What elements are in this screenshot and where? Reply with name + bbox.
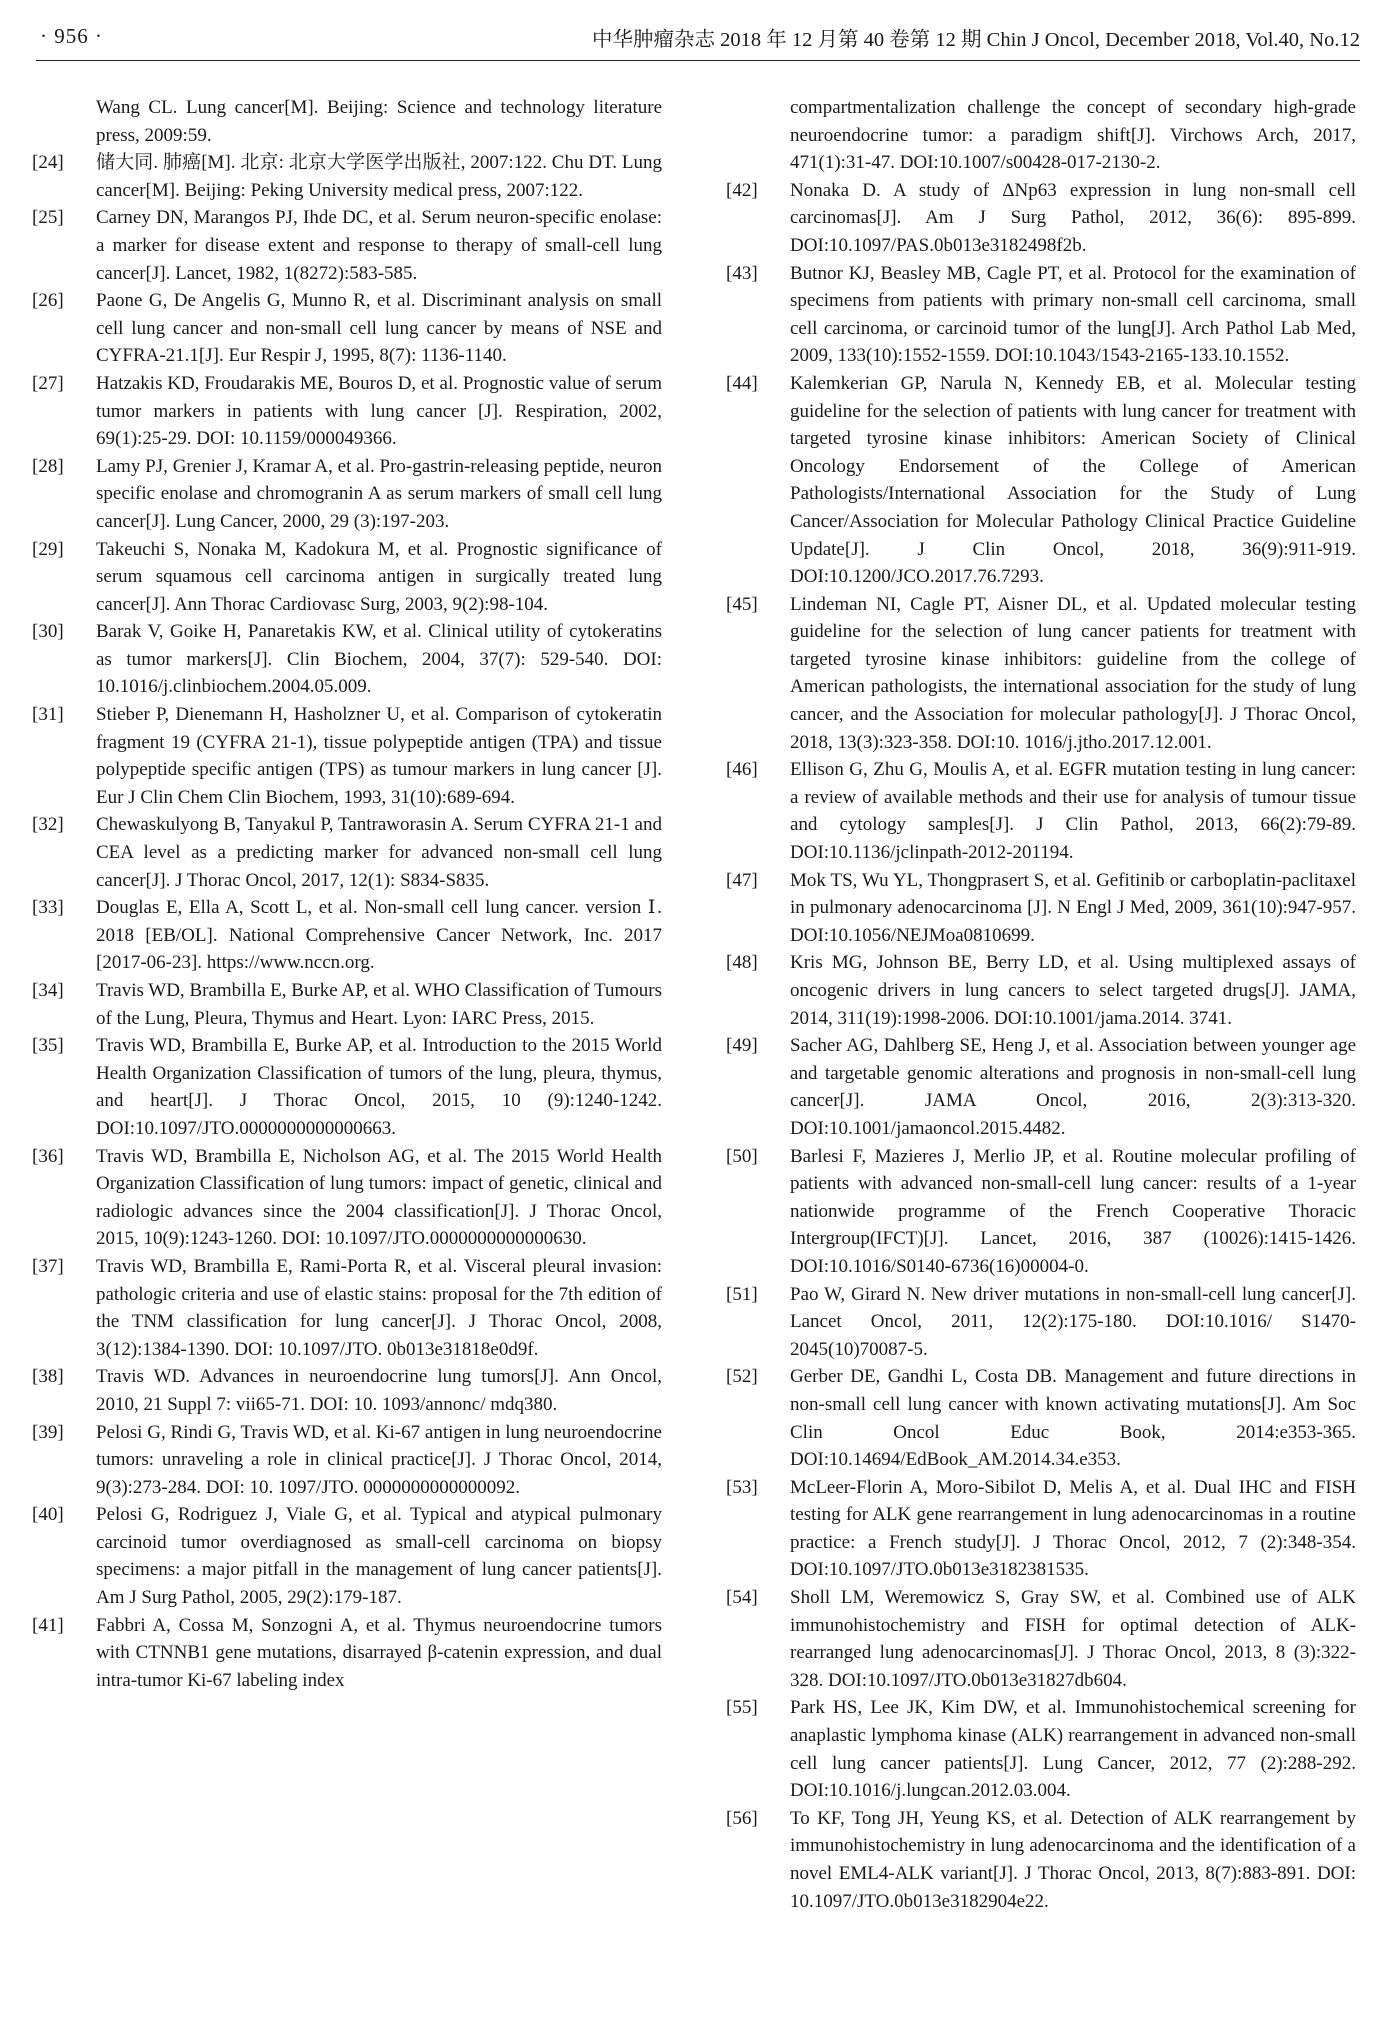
reference-number: [25] <box>32 207 64 229</box>
reference-entry <box>726 867 1356 950</box>
reference-entry <box>32 894 662 977</box>
reference-number: [40] <box>32 1504 64 1526</box>
reference-entry <box>726 1032 1356 1142</box>
reference-text: Travis WD, Brambilla E, Burke AP, et al. WHO Classification of Tumours of the Lung, Pleura, Thymus and Heart. Lyon: IARC Press, 2015. <box>96 980 662 1029</box>
reference-entry <box>32 1143 662 1253</box>
reference-number: [29] <box>32 538 64 560</box>
reference-entry <box>32 1501 662 1611</box>
reference-continuation <box>790 94 1356 177</box>
reference-number: [51] <box>726 1283 758 1305</box>
reference-text: Carney DN, Marangos PJ, Ihde DC, et al. Serum neuron-specific enolase: a marker for disease extent and response to therapy of small-cell lung cancer[J]. Lancet, 1982, 1(8272):583-585. <box>96 207 662 284</box>
reference-column-left <box>32 94 662 1694</box>
reference-number: [50] <box>726 1145 758 1167</box>
reference-text: Ellison G, Zhu G, Moulis A, et al. EGFR mutation testing in lung cancer: a review of available methods and their use for analysis of tumour tissue and cytology samples[J]. J Clin Pathol, 2013, 66(2):79-89. DOI:10.1136/jclinpath-2012-201194. <box>790 759 1356 864</box>
reference-entry <box>32 370 662 453</box>
reference-text: Travis WD, Brambilla E, Rami-Porta R, et al. Visceral pleural invasion: pathologic criteria and use of elastic stains: proposal for the 7th edition of the TNM classification for lung cancer[J]. J Thorac Oncol, 2008, 3(12):1384-1390. DOI: 10.1097/JTO. 0b013e31818e0d9f. <box>96 1255 662 1360</box>
reference-entry <box>32 701 662 811</box>
reference-number: [34] <box>32 980 64 1001</box>
reference-entry <box>726 1474 1356 1584</box>
journal-running-title: 中华肿瘤杂志 2018 年 12 月第 40 卷第 12 期 Chin J Oncol, December 2018, Vol.40, No.12 <box>592 29 1360 51</box>
reference-text: compartmentalization challenge the concept of secondary high-grade neuroendocrine tumor: a paradigm shift[J]. Virchows Arch, 2017, 471(1):31-47. DOI:10.1007/s00428-017-2130-2. <box>790 97 1356 174</box>
reference-text: Takeuchi S, Nonaka M, Kadokura M, et al. Prognostic significance of serum squamous cell carcinoma antigen in surgically treated lung cancer[J]. Ann Thorac Cardiovasc Surg, 2003, 9(2):98-104. <box>96 538 662 615</box>
reference-text: Wang CL. Lung cancer[M]. Beijing: Science and technology literature press, 2009:59. <box>96 97 662 146</box>
reference-entry <box>32 618 662 701</box>
reference-entry <box>32 1419 662 1502</box>
reference-text: Kris MG, Johnson BE, Berry LD, et al. Using multiplexed assays of oncogenic drivers in lung cancers to select targeted drugs[J]. JAMA, 2014, 311(19):1998-2006. DOI:10.1001/jama.2014. 3741. <box>790 952 1356 1029</box>
reference-entry <box>32 204 662 287</box>
reference-number: [28] <box>32 455 64 477</box>
reference-text: To KF, Tong JH, Yeung KS, et al. Detection of ALK rearrangement by immunohistochemistry in lung adenocarcinoma and the identification of a novel EML4-ALK variant[J]. J Thorac Oncol, 2013, 8(7):883-891. DOI: 10.1097/JTO.0b013e3182904e22. <box>790 1807 1356 1912</box>
reference-text: Travis WD, Brambilla E, Burke AP, et al. Introduction to the 2015 World Health Organization Classification of tumors of the lung, pleura, thymus, and heart[J]. J Thorac Oncol, 2015, 10 (9):1240-1242. DOI:10.1097/JTO.0000000000000663. <box>96 1035 662 1139</box>
reference-text: Pao W, Girard N. New driver mutations in non-small-cell lung cancer[J]. Lancet Oncol, 2011, 12(2):175-180. DOI:10.1016/ S1470-2045(10)70087-5. <box>790 1283 1356 1360</box>
reference-entry <box>726 177 1356 260</box>
reference-entry <box>726 591 1356 757</box>
reference-text: Fabbri A, Cossa M, Sonzogni A, et al. Thymus neuroendocrine tumors with CTNNB1 gene mutations, disarrayed β-catenin expression, and dual intra-tumor Ki-67 labeling index <box>96 1614 662 1691</box>
reference-number: [39] <box>32 1421 64 1443</box>
reference-number: [36] <box>32 1145 64 1167</box>
reference-number: [41] <box>32 1614 64 1636</box>
reference-entry <box>726 1143 1356 1281</box>
reference-entry <box>32 1363 662 1418</box>
reference-entry <box>726 1694 1356 1804</box>
reference-entry <box>726 1281 1356 1364</box>
reference-text: Lamy PJ, Grenier J, Kramar A, et al. Pro-gastrin-releasing peptide, neuron specific enolase and chromogranin A as serum markers of small cell lung cancer[J]. Lung Cancer, 2000, 29 (3):197-203. <box>96 455 662 532</box>
reference-entry <box>32 536 662 619</box>
reference-number: [24] <box>32 152 64 174</box>
reference-text: Barlesi F, Mazieres J, Merlio JP, et al. Routine molecular profiling of patients with advanced non-small-cell lung cancer: results of a 1-year nationwide programme of the French Cooperative Thoracic Intergroup(IFCT)[J]. Lancet, 2016, 387 (10026):1415-1426. DOI:10.1016/S0140-6736(16)00004-0. <box>790 1145 1356 1277</box>
reference-number: [55] <box>726 1697 758 1719</box>
reference-number: [27] <box>32 372 64 394</box>
reference-text: Sholl LM, Weremowicz S, Gray SW, et al. Combined use of ALK immunohistochemistry and FISH for optimal detection of ALK-rearranged lung adenocarcinomas[J]. J Thorac Oncol, 2013, 8 (3):322-328. DOI:10.1097/JTO.0b013e31827db604. <box>790 1587 1356 1691</box>
reference-number: [56] <box>726 1807 758 1829</box>
reference-entry <box>32 287 662 370</box>
reference-entry <box>726 756 1356 866</box>
reference-text: McLeer-Florin A, Moro-Sibilot D, Melis A, et al. Dual IHC and FISH testing for ALK gene rearrangement in lung adenocarcinomas in a routine practice: a French study[J]. J Thorac Oncol, 2012, 7 (2):348-354. DOI:10.1097/JTO.0b013e3182381535. <box>790 1476 1356 1581</box>
reference-text: Butnor KJ, Beasley MB, Cagle PT, et al. Protocol for the examination of specimens from patients with primary non-small cell carcinoma, small cell carcinoma, or carcinoid tumor of the lung[J]. Arch Pathol Lab Med, 2009, 133(10):1552-1559. DOI:10.1043/1543-2165-133.10.1552. <box>790 262 1356 367</box>
reference-entry <box>32 453 662 536</box>
reference-entry <box>32 811 662 894</box>
reference-text: Hatzakis KD, Froudarakis ME, Bouros D, et al. Prognostic value of serum tumor markers in patients with lung cancer [J]. Respiration, 2002, 69(1):25-29. DOI: 10.1159/000049366. <box>96 372 662 450</box>
reference-number: [42] <box>726 179 758 201</box>
reference-text: Paone G, De Angelis G, Munno R, et al. Discriminant analysis on small cell lung cancer and non-small cell lung cancer by means of NSE and CYFRA-21.1[J]. Eur Respir J, 1995, 8(7): 1136-1140. <box>96 290 662 367</box>
reference-number: [44] <box>726 372 758 394</box>
reference-entry <box>726 949 1356 1032</box>
reference-text: Pelosi G, Rindi G, Travis WD, et al. Ki-67 antigen in lung neuroendocrine tumors: unraveling a role in clinical practice[J]. J Thorac Oncol, 2014, 9(3):273-284. DOI: 10. 1097/JTO. 0000000000000092. <box>96 1421 662 1498</box>
header-rule <box>36 60 1360 61</box>
reference-number: [48] <box>726 952 758 974</box>
reference-number: [26] <box>32 290 64 312</box>
reference-number: [53] <box>726 1476 758 1498</box>
reference-number: [37] <box>32 1255 64 1277</box>
reference-text: Lindeman NI, Cagle PT, Aisner DL, et al. Updated molecular testing guideline for the selection of lung cancer patients for treatment with targeted tyrosine kinase inhibitors: guideline from the college of American pathologists, the international association for the study of lung cancer, and the Association for molecular pathology[J]. J Thorac Oncol, 2018, 13(3):323-358. DOI:10. 1016/j.jtho.2017.12.001. <box>790 593 1356 753</box>
reference-text: Douglas E, Ella A, Scott L, et al. Non-small cell lung cancer. version Ⅰ. 2018 [EB/OL]. National Comprehensive Cancer Network, Inc. 2017 [2017-06-23]. https://www.nccn.org. <box>96 897 662 974</box>
reference-text: Travis WD, Brambilla E, Nicholson AG, et al. The 2015 World Health Organization Classification of lung tumors: impact of genetic, clinical and radiologic advances since the 2004 classification[J]. J Thorac Oncol, 2015, 10(9):1243-1260. DOI: 10.1097/JTO.0000000000000630. <box>96 1145 662 1250</box>
reference-text: Mok TS, Wu YL, Thongprasert S, et al. Gefitinib or carboplatin-paclitaxel in pulmonary adenocarcinoma [J]. N Engl J Med, 2009, 361(10):947-957. DOI:10.1056/NEJMoa0810699. <box>790 869 1356 946</box>
reference-text: Stieber P, Dienemann H, Hasholzner U, et al. Comparison of cytokeratin fragment 19 (CYFRA 21-1), tissue polypeptide antigen (TPA) and tissue polypeptide specific antigen (TPS) as tumour markers in lung cancer [J]. Eur J Clin Chem Clin Biochem, 1993, 31(10):689-694. <box>96 704 662 808</box>
reference-text: Travis WD. Advances in neuroendocrine lung tumors[J]. Ann Oncol, 2010, 21 Suppl 7: vii65-71. DOI: 10. 1093/annonc/ mdq380. <box>96 1366 662 1415</box>
reference-text: Park HS, Lee JK, Kim DW, et al. Immunohistochemical screening for anaplastic lymphoma kinase (ALK) rearrangement in advanced non-small cell lung cancer patients[J]. Lung Cancer, 2012, 77 (2):288-292. DOI:10.1016/j.lungcan.2012.03.004. <box>790 1697 1356 1802</box>
reference-text: Nonaka D. A study of ΔNp63 expression in lung non-small cell carcinomas[J]. Am J Surg Pathol, 2012, 36(6): 895-899. DOI:10.1097/PAS.0b013e3182498f2b. <box>790 179 1356 256</box>
reference-text: Pelosi G, Rodriguez J, Viale G, et al. Typical and atypical pulmonary carcinoid tumor overdiagnosed as small-cell carcinoma on biopsy specimens: a major pitfall in the management of lung cancer patients[J]. Am J Surg Pathol, 2005, 29(2):179-187. <box>96 1504 662 1609</box>
reference-entry <box>726 1584 1356 1694</box>
reference-entry <box>32 1253 662 1363</box>
reference-number: [47] <box>726 869 758 891</box>
reference-number: [33] <box>32 897 64 919</box>
reference-text: 储大同. 肺癌[M]. 北京: 北京大学医学出版社, 2007:122. Chu DT. Lung cancer[M]. Beijing: Peking University medical press, 2007:122. <box>96 152 662 201</box>
reference-entry <box>726 1363 1356 1473</box>
reference-number: [38] <box>32 1366 64 1388</box>
reference-column-right <box>726 94 1356 1915</box>
reference-number: [49] <box>726 1035 758 1057</box>
reference-entry <box>32 1612 662 1695</box>
reference-number: [46] <box>726 759 758 781</box>
reference-number: [32] <box>32 814 64 836</box>
reference-number: [31] <box>32 704 64 726</box>
reference-entry <box>32 149 662 204</box>
reference-entry <box>32 977 662 1032</box>
reference-number: [30] <box>32 621 64 643</box>
reference-entry <box>726 1805 1356 1915</box>
reference-text: Gerber DE, Gandhi L, Costa DB. Management and future directions in non-small cell lung cancer with known activating mutations[J]. Am Soc Clin Oncol Educ Book, 2014:e353-365. DOI:10.14694/EdBook_AM.2014.34.e353. <box>790 1366 1356 1471</box>
page-header <box>0 0 1394 84</box>
reference-number: [54] <box>726 1587 758 1609</box>
reference-number: [52] <box>726 1366 758 1388</box>
reference-text: Sacher AG, Dahlberg SE, Heng J, et al. Association between younger age and targetable genomic alterations and prognosis in non-small-cell lung cancer[J]. JAMA Oncol, 2016, 2(3):313-320. DOI:10.1001/jamaoncol.2015.4482. <box>790 1035 1356 1139</box>
reference-number: [45] <box>726 593 758 615</box>
reference-text: Barak V, Goike H, Panaretakis KW, et al. Clinical utility of cytokeratins as tumor markers[J]. Clin Biochem, 2004, 37(7): 529-540. DOI: 10.1016/j.clinbiochem.2004.05.009. <box>96 621 662 698</box>
reference-continuation <box>96 94 662 149</box>
reference-text: Chewaskulyong B, Tanyakul P, Tantraworasin A. Serum CYFRA 21-1 and CEA level as a predicting marker for advanced non-small cell lung cancer[J]. J Thorac Oncol, 2017, 12(1): S834-S835. <box>96 814 662 891</box>
page-number: · 956 · <box>40 24 103 48</box>
reference-number: [35] <box>32 1035 64 1057</box>
reference-entry <box>726 260 1356 370</box>
reference-entry <box>32 1032 662 1142</box>
reference-text: Kalemkerian GP, Narula N, Kennedy EB, et al. Molecular testing guideline for the selection of patients with lung cancer for treatment with targeted tyrosine kinase inhibitors: American Society of Clinical Oncology Endorsement of the College of American Pathologists/International Association for the Study of Lung Cancer/Association for Molecular Pathology Clinical Practice Guideline Update[J]. J Clin Oncol, 2018, 36(9):911-919. DOI:10.1200/JCO.2017.76.7293. <box>790 372 1356 588</box>
reference-entry <box>726 370 1356 591</box>
reference-number: [43] <box>726 262 758 284</box>
